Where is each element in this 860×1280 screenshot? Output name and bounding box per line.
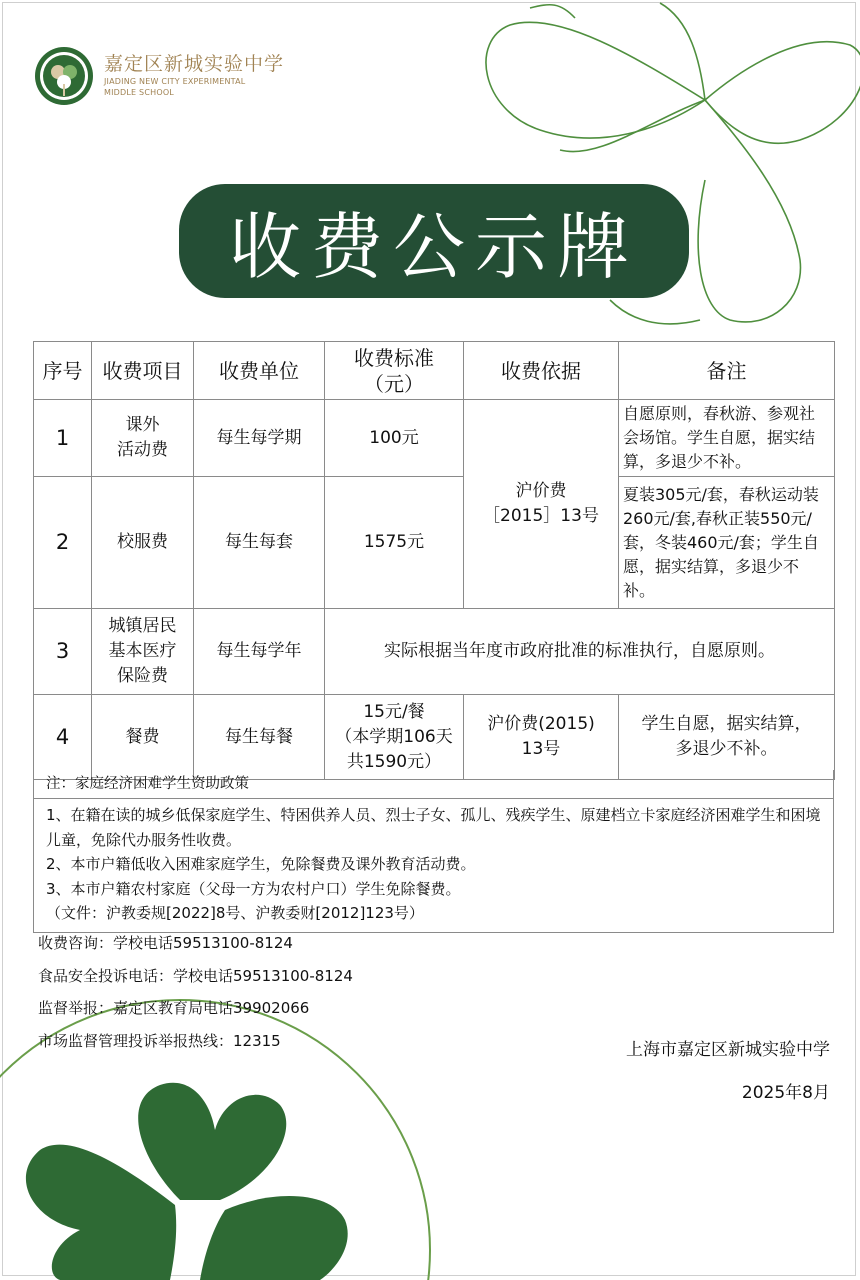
header-unit: 收费单位 — [194, 342, 325, 400]
row-index: 2 — [34, 477, 92, 609]
school-name-cn: 嘉定区新城实验中学 — [104, 53, 285, 75]
row-standard: 1575元 — [325, 477, 464, 609]
row-note: 夏装305元/套，春秋运动装260元/套,春秋正装550元/套，冬装460元/套；学生自愿，据实结算，多退少不补。 — [619, 477, 835, 609]
fee-table — [33, 341, 835, 780]
aid-policy-box — [33, 770, 834, 933]
header-note: 备注 — [619, 342, 835, 400]
signature-org: 上海市嘉定区新城实验中学 — [626, 1040, 830, 1060]
page-title: 收费公示牌 — [228, 205, 639, 289]
row-item: 城镇居民 基本医疗 保险费 — [92, 609, 194, 695]
school-name-en-1: JIADING NEW CITY EXPERIMENTAL — [104, 77, 246, 86]
row-standard: 15元/餐 （本学期106天 共1590元） — [325, 695, 464, 780]
row-unit: 每生每学年 — [194, 609, 325, 695]
row-merged-note: 实际根据当年度市政府批准的标准执行，自愿原则。 — [325, 609, 835, 695]
policy-body — [34, 799, 833, 932]
school-logo-icon — [34, 46, 94, 106]
header-item: 收费项目 — [92, 342, 194, 400]
contact-market-hotline: 市场监督管理投诉举报热线：12315 — [38, 1031, 281, 1050]
policy-line: 1、在籍在读的城乡低保家庭学生、特困供养人员、烈士子女、孤儿、残疾学生、原建档立卡家庭经济困难学生和困境儿童，免除代办服务性收费。 — [46, 806, 821, 849]
row-unit: 每生每套 — [194, 477, 325, 609]
row-basis: 沪价费(2015) 13号 — [464, 695, 619, 780]
title-banner — [179, 184, 689, 298]
row-index: 3 — [34, 609, 92, 695]
table-row — [34, 609, 835, 695]
policy-line: （文件：沪教委规[2022]8号、沪教委财[2012]123号） — [46, 904, 424, 922]
school-name-en-2: MIDDLE SCHOOL — [104, 88, 174, 97]
row-standard: 100元 — [325, 400, 464, 477]
row-index: 1 — [34, 400, 92, 477]
table-row — [34, 477, 835, 609]
policy-heading: 注：家庭经济困难学生资助政策 — [34, 770, 833, 799]
table-header-row — [34, 342, 835, 400]
header-standard: 收费标准 （元） — [325, 342, 464, 400]
row-basis-shared: 沪价费 ［2015］13号 — [464, 400, 619, 609]
row-item: 课外 活动费 — [92, 400, 194, 477]
contact-food-safety: 食品安全投诉电话：学校电话59513100-8124 — [38, 966, 353, 985]
contact-supervision: 监督举报：嘉定区教育局电话39902066 — [38, 999, 310, 1017]
contact-list — [38, 928, 353, 1058]
row-note: 学生自愿，据实结算， 多退少不补。 — [619, 695, 835, 780]
header-index: 序号 — [34, 342, 92, 400]
table-row — [34, 400, 835, 477]
policy-line: 3、本市户籍农村家庭（父母一方为农村户口）学生免除餐费。 — [46, 879, 461, 898]
row-item: 餐费 — [92, 695, 194, 780]
table-row — [34, 695, 835, 780]
row-index: 4 — [34, 695, 92, 780]
row-unit: 每生每学期 — [194, 400, 325, 477]
signature-block — [626, 1036, 830, 1106]
signature-date: 2025年8月 — [741, 1083, 830, 1103]
row-unit: 每生每餐 — [194, 695, 325, 780]
school-name-block — [104, 52, 284, 98]
row-item: 校服费 — [92, 477, 194, 609]
policy-line: 2、本市户籍低收入困难家庭学生，免除餐费及课外教育活动费。 — [46, 855, 476, 873]
contact-inquiry: 收费咨询：学校电话59513100-8124 — [38, 934, 293, 952]
header-basis: 收费依据 — [464, 342, 619, 400]
row-note: 自愿原则，春秋游、参观社会场馆。学生自愿，据实结算，多退少不补。 — [619, 400, 835, 477]
